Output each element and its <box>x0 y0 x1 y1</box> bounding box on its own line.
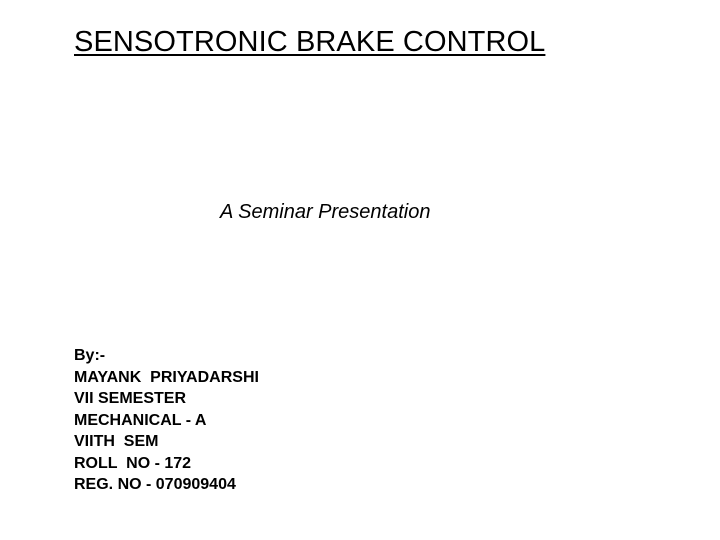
author-info <box>74 345 259 496</box>
semester-short: VIITH SEM <box>74 433 159 450</box>
slide-title: SENSOTRONIC BRAKE CONTROL <box>74 26 546 58</box>
by-label: By:- <box>74 347 106 364</box>
registration-number: REG. NO - 070909404 <box>74 476 236 493</box>
semester: VII SEMESTER <box>74 390 187 407</box>
slide-subtitle: A Seminar Presentation <box>220 201 431 223</box>
roll-number: ROLL NO - 172 <box>74 454 192 472</box>
department: MECHANICAL - A <box>74 411 207 429</box>
author-name: MAYANK PRIYADARSHI <box>74 368 259 386</box>
